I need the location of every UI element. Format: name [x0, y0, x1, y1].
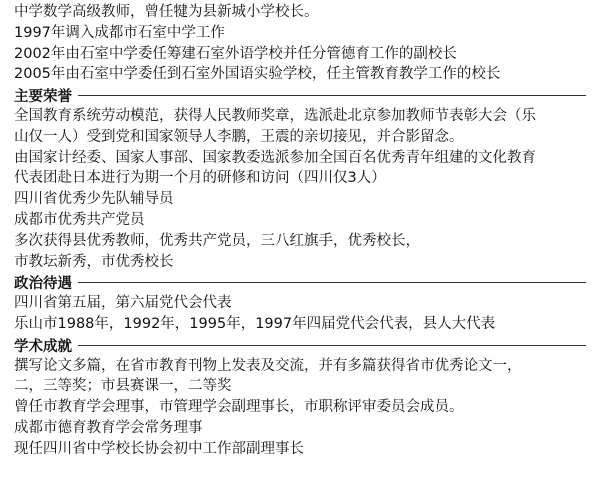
section-line: 代表团赴日本进行为期一个月的研修和访问（四川仅3人）: [14, 170, 386, 187]
section-line: 现任四川省中学校长协会初中工作部副理事长: [14, 440, 304, 457]
intro-line: 1997年调入成都市石室中学工作: [14, 24, 225, 41]
section-divider: [78, 345, 586, 346]
section-line: 乐山市1988年，1992年，1995年，1997年四届党代会代表，县人大代表: [14, 315, 496, 332]
section-heading: [14, 85, 600, 106]
section-divider: [78, 282, 586, 283]
section-heading: [14, 335, 600, 356]
section-line: 成都市德育教育学会常务理事: [14, 419, 203, 436]
section-line: 山仅一人）受到党和国家领导人李鹏，王震的亲切接见，并合影留念。: [14, 128, 464, 145]
section-title: 学术成就: [14, 338, 72, 355]
intro-block: [14, 2, 600, 85]
section-title: 主要荣誉: [14, 89, 72, 106]
section-line: 四川省优秀少先队辅导员: [14, 191, 174, 208]
section-academic: [14, 335, 600, 460]
intro-line: 2002年由石室中学委任筹建石室外语学校并任分管德育工作的副校长: [14, 45, 457, 62]
section-line: 曾任市教育学会理事，市管理学会副理事长，市职称评审委员会成员。: [14, 399, 464, 416]
section-line: 二，三等奖；市县赛课一，二等奖: [14, 378, 232, 395]
section-title: 政治待遇: [14, 276, 72, 293]
section-line: 全国教育系统劳动模范，获得人民教师奖章，选派赴北京参加教师节表彰大会（乐: [14, 107, 536, 124]
intro-line: 中学数学高级教师，曾任犍为县新城小学校长。: [14, 4, 319, 20]
section-line: 由国家计经委、国家人事部、国家教委选派参加全国百名优秀青年组建的文化教育: [14, 149, 536, 166]
section-line: 多次获得县优秀教师，优秀共产党员，三八红旗手，优秀校长，: [14, 232, 420, 249]
section-line: 四川省第五届，第六届党代会代表: [14, 295, 232, 312]
intro-line: 2005年由石室中学委任到石室外国语实验学校，任主管教育教学工作的校长: [14, 66, 501, 83]
section-line: 成都市优秀共产党员: [14, 211, 145, 228]
section-line: 撰写论文多篇，在省市教育刊物上发表及交流，并有多篇获得省市优秀论文一，: [14, 357, 522, 374]
section-divider: [78, 95, 586, 96]
section-line: 市教坛新秀，市优秀校长: [14, 253, 174, 270]
section-political: [14, 272, 600, 334]
section-heading: [14, 272, 600, 293]
section-honors: [14, 85, 600, 272]
